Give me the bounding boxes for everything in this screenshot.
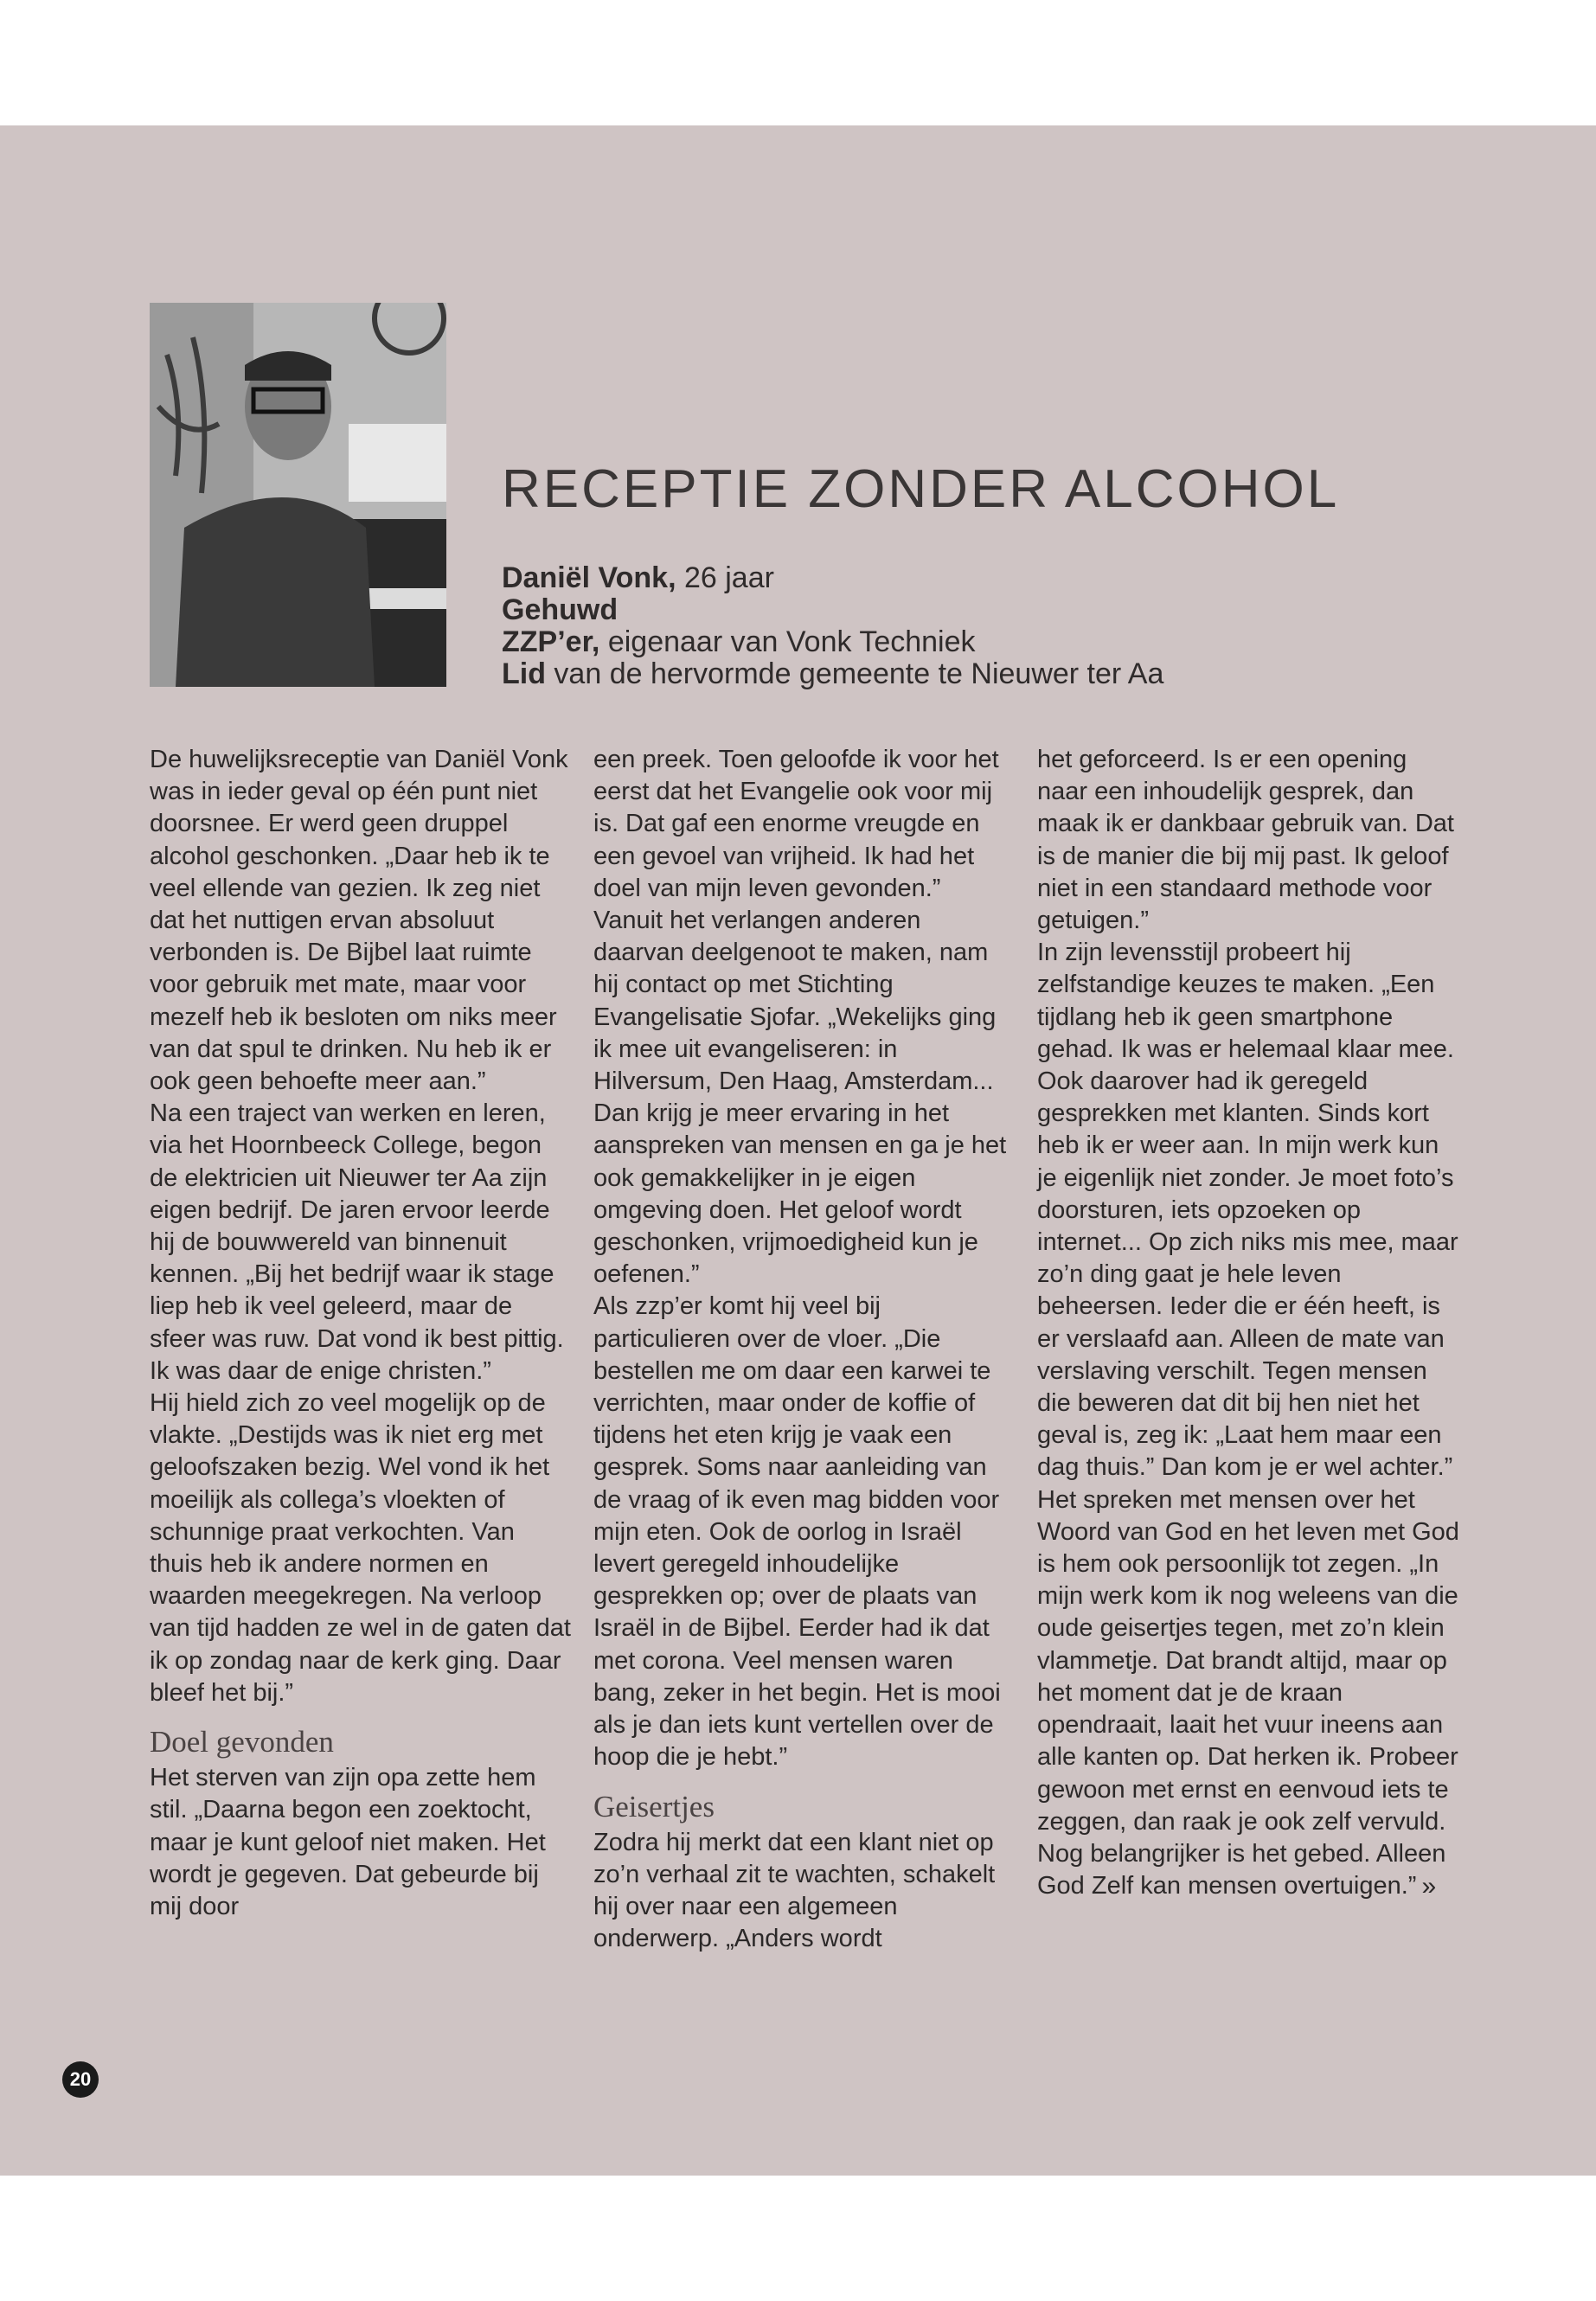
person-info-line: ZZP’er, eigenaar van Vonk Techniek	[502, 625, 976, 658]
person-info-line: Lid van de hervormde gemeente te Nieuwer ter Aa	[502, 657, 1164, 690]
paragraph: Het sterven van zijn opa zette hem stil. „Daarna begon een zoektocht, maar je kunt geloof niet maken. Het wordt je gegeven. Dat gebeurde bij mij door	[150, 1764, 546, 1920]
text-column-2	[593, 744, 1017, 1955]
text-column-1	[150, 744, 574, 1923]
article-title: RECEPTIE ZONDER ALCOHOL	[502, 459, 1340, 519]
paragraph: een preek. Toen geloofde ik voor het eerst dat het Evangelie ook voor mij is. Dat gaf een enorme vreugde en een gevoel van vrijheid. Ik had het doel van mijn leven gevonden.”	[593, 746, 999, 902]
paragraph: Zodra hij merkt dat een klant niet op zo’n verhaal zit te wachten, schakelt hij over naar een algemeen onderwerp. „Anders wordt	[593, 1828, 996, 1953]
paragraph: Hij hield zich zo veel mogelijk op de vlakte. „Destijds was ik niet erg met geloofszaken bezig. Wel vond ik het moeilijk als collega’s vloekten of schunnige praat verkochten. Van thuis heb ik andere normen en waarden meegekregen. Na verloop van tijd hadden ze wel in de gaten dat ik op zondag naar de kerk ging. Daar bleef het bij.”	[150, 1389, 571, 1707]
page-number: 20	[62, 2061, 99, 2098]
person-info-line: Gehuwd	[502, 593, 619, 626]
paragraph: Als zzp’er komt hij veel bij particulieren over de vloer. „Die bestellen me om daar een karwei te verrichten, maar onder de koffie of tijdens het eten krijg je vaak een gesprek. Soms naar aanleiding van de vraag of ik even mag bidden voor mijn eten. Ook de oorlog in Israël levert geregeld inhoudelijke gesprekken op; over de plaats van Israël in de Bijbel. Eerder had ik dat met corona. Veel mensen waren bang, zeker in het begin. Het is mooi als je dan iets kunt vertellen over de hoop die je hebt.”	[593, 1292, 1001, 1772]
paragraph: Het spreken met mensen over het Woord van God en het leven met God is hem ook persoonlijk tot zegen. „In mijn werk kom ik nog weleens van die oude geisertjes tegen, met zo’n klein vlammetje. Dat brandt altijd, maar op het moment dat je de kraan opendraait, laait het vuur ineens aan alle kanten op. Dat herken ik. Probeer gewoon met ernst en eenvoud iets te zeggen, dan raak je ook zelf vervuld. Nog belangrijker is het gebed. Alleen God Zelf kan mensen overtuigen.” »	[1037, 1484, 1461, 1903]
paragraph: het geforceerd. Is er een opening naar een inhoudelijk gesprek, dan maak ik er dankbaar gebruik van. Dat is de manier die bij mij past. Ik geloof niet in een standaard methode voor getuigen.”	[1037, 746, 1454, 935]
paragraph: Na een traject van werken en leren, via het Hoornbeeck College, begon de elektricien uit Nieuwer ter Aa zijn eigen bedrijf. De jaren ervoor leerde hij de bouwwereld van binnenuit kennen. „Bij het bedrijf waar ik stage liep heb ik veel geleerd, maar de sfeer was ruw. Dat vond ik best pittig. Ik was daar de enige christen.”	[150, 1099, 564, 1385]
portrait-photo	[150, 303, 446, 687]
person-info-line: Daniël Vonk, 26 jaar	[502, 561, 774, 594]
paragraph: De huwelijksreceptie van Daniël Vonk was in ieder geval op één punt niet doorsnee. Er werd geen druppel alcohol geschonken. „Daar heb ik te veel ellende van gezien. Ik zeg niet dat het nuttigen ervan absoluut verbonden is. De Bijbel laat ruimte voor gebruik met mate, maar voor mezelf heb ik besloten om niks meer van dat spul te drinken. Nu heb ik er ook geen behoefte meer aan.”	[150, 746, 568, 1096]
section-heading: Doel gevonden	[150, 1725, 334, 1759]
paragraph: Vanuit het verlangen anderen daarvan deelgenoot te maken, nam hij contact op met Stichting Evangelisatie Sjofar. „Wekelijks ging ik mee uit evangeliseren: in Hilversum, Den Haag, Amsterdam... Dan krijg je meer ervaring in het aanspreken van mensen en ga je het ook gemakkelijker in je eigen omgeving doen. Het geloof wordt geschonken, vrijmoedigheid kun je oefenen.”	[593, 907, 1007, 1289]
article-end-icon: »	[1421, 1872, 1437, 1901]
person-info	[502, 562, 1163, 690]
paragraph: In zijn levensstijl probeert hij zelfstandige keuzes te maken. „Een tijdlang heb ik geen smartphone gehad. Ik was er helemaal klaar mee. Ook daarover had ik geregeld gesprekken met klanten. Sinds kort heb ik er weer aan. In mijn werk kun je eigenlijk niet zonder. Je moet foto’s doorsturen, iets opzoeken op internet... Op zich niks mis mee, maar zo’n ding gaat je hele leven beheersen. Ieder die er één heeft, is er verslaafd aan. Alleen de mate van verslaving verschilt. Tegen mensen die beweren dat dit bij hen niet het geval is, zeg ik: „Laat hem maar een dag thuis.” Dan kom je er wel achter.”	[1037, 939, 1458, 1482]
text-column-3	[1037, 744, 1461, 1902]
section-heading: Geisertjes	[593, 1789, 715, 1823]
